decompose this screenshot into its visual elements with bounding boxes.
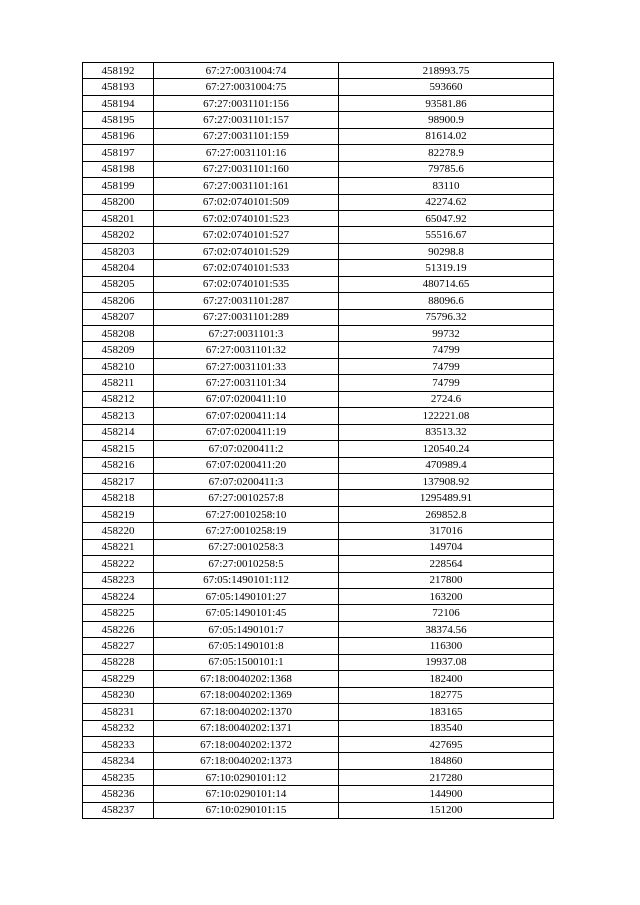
cadastral-number-cell: 67:27:0031101:3 bbox=[154, 326, 339, 342]
table-row bbox=[83, 112, 554, 128]
cadastral-number-cell: 67:05:1490101:27 bbox=[154, 589, 339, 605]
row-number-cell: 458210 bbox=[83, 358, 154, 374]
cadastral-number-cell: 67:27:0031101:161 bbox=[154, 178, 339, 194]
cadastral-number-cell: 67:18:0040202:1370 bbox=[154, 704, 339, 720]
row-number-cell: 458208 bbox=[83, 326, 154, 342]
cadastral-number-cell: 67:18:0040202:1368 bbox=[154, 671, 339, 687]
value-cell: 72106 bbox=[339, 605, 554, 621]
cadastral-number-cell: 67:27:0031101:32 bbox=[154, 342, 339, 358]
value-cell: 144900 bbox=[339, 786, 554, 802]
cadastral-number-cell: 67:05:1490101:112 bbox=[154, 572, 339, 588]
row-number-cell: 458216 bbox=[83, 457, 154, 473]
cadastral-number-cell: 67:07:0200411:10 bbox=[154, 391, 339, 407]
table-row bbox=[83, 128, 554, 144]
row-number-cell: 458221 bbox=[83, 539, 154, 555]
table-row bbox=[83, 539, 554, 555]
table-row bbox=[83, 572, 554, 588]
row-number-cell: 458222 bbox=[83, 556, 154, 572]
row-number-cell: 458234 bbox=[83, 753, 154, 769]
cadastral-number-cell: 67:10:0290101:14 bbox=[154, 786, 339, 802]
cadastral-number-cell: 67:05:1490101:7 bbox=[154, 621, 339, 637]
cadastral-number-cell: 67:27:0031004:74 bbox=[154, 63, 339, 79]
value-cell: 79785.6 bbox=[339, 161, 554, 177]
value-cell: 98900.9 bbox=[339, 112, 554, 128]
row-number-cell: 458223 bbox=[83, 572, 154, 588]
cadastral-number-cell: 67:27:0010258:10 bbox=[154, 506, 339, 522]
row-number-cell: 458224 bbox=[83, 589, 154, 605]
value-cell: 184860 bbox=[339, 753, 554, 769]
table-row bbox=[83, 79, 554, 95]
row-number-cell: 458194 bbox=[83, 95, 154, 111]
table-row bbox=[83, 671, 554, 687]
cadastral-number-cell: 67:27:0031101:160 bbox=[154, 161, 339, 177]
row-number-cell: 458233 bbox=[83, 736, 154, 752]
cadastral-number-cell: 67:05:1490101:45 bbox=[154, 605, 339, 621]
value-cell: 593660 bbox=[339, 79, 554, 95]
row-number-cell: 458229 bbox=[83, 671, 154, 687]
cadastral-number-cell: 67:05:1490101:8 bbox=[154, 638, 339, 654]
row-number-cell: 458203 bbox=[83, 243, 154, 259]
table-row bbox=[83, 638, 554, 654]
table-row bbox=[83, 457, 554, 473]
row-number-cell: 458195 bbox=[83, 112, 154, 128]
cadastral-number-cell: 67:02:0740101:509 bbox=[154, 194, 339, 210]
value-cell: 269852.8 bbox=[339, 506, 554, 522]
row-number-cell: 458200 bbox=[83, 194, 154, 210]
cadastre-table bbox=[82, 62, 554, 819]
value-cell: 470989.4 bbox=[339, 457, 554, 473]
value-cell: 317016 bbox=[339, 523, 554, 539]
table-row bbox=[83, 326, 554, 342]
value-cell: 427695 bbox=[339, 736, 554, 752]
value-cell: 82278.9 bbox=[339, 145, 554, 161]
cadastral-number-cell: 67:27:0010258:19 bbox=[154, 523, 339, 539]
row-number-cell: 458192 bbox=[83, 63, 154, 79]
value-cell: 1295489.91 bbox=[339, 490, 554, 506]
cadastral-number-cell: 67:27:0031101:159 bbox=[154, 128, 339, 144]
table-row bbox=[83, 342, 554, 358]
value-cell: 99732 bbox=[339, 326, 554, 342]
value-cell: 120540.24 bbox=[339, 441, 554, 457]
table-row bbox=[83, 786, 554, 802]
cadastral-number-cell: 67:02:0740101:527 bbox=[154, 227, 339, 243]
cadastral-number-cell: 67:02:0740101:529 bbox=[154, 243, 339, 259]
row-number-cell: 458196 bbox=[83, 128, 154, 144]
table-row bbox=[83, 523, 554, 539]
cadastral-number-cell: 67:07:0200411:20 bbox=[154, 457, 339, 473]
row-number-cell: 458214 bbox=[83, 424, 154, 440]
table-row bbox=[83, 687, 554, 703]
row-number-cell: 458193 bbox=[83, 79, 154, 95]
cadastral-number-cell: 67:27:0031101:16 bbox=[154, 145, 339, 161]
cadastral-number-cell: 67:27:0031101:34 bbox=[154, 375, 339, 391]
table-row bbox=[83, 441, 554, 457]
value-cell: 183165 bbox=[339, 704, 554, 720]
row-number-cell: 458230 bbox=[83, 687, 154, 703]
table-row bbox=[83, 358, 554, 374]
value-cell: 217280 bbox=[339, 769, 554, 785]
cadastral-number-cell: 67:27:0010258:3 bbox=[154, 539, 339, 555]
table-row bbox=[83, 605, 554, 621]
cadastral-number-cell: 67:27:0010258:5 bbox=[154, 556, 339, 572]
row-number-cell: 458204 bbox=[83, 260, 154, 276]
row-number-cell: 458227 bbox=[83, 638, 154, 654]
value-cell: 65047.92 bbox=[339, 210, 554, 226]
row-number-cell: 458226 bbox=[83, 621, 154, 637]
table-row bbox=[83, 704, 554, 720]
cadastral-number-cell: 67:05:1500101:1 bbox=[154, 654, 339, 670]
cadastral-number-cell: 67:27:0031004:75 bbox=[154, 79, 339, 95]
table-row bbox=[83, 753, 554, 769]
row-number-cell: 458199 bbox=[83, 178, 154, 194]
row-number-cell: 458225 bbox=[83, 605, 154, 621]
value-cell: 137908.92 bbox=[339, 473, 554, 489]
table-row bbox=[83, 161, 554, 177]
value-cell: 228564 bbox=[339, 556, 554, 572]
value-cell: 38374.56 bbox=[339, 621, 554, 637]
cadastral-number-cell: 67:18:0040202:1372 bbox=[154, 736, 339, 752]
row-number-cell: 458218 bbox=[83, 490, 154, 506]
table-row bbox=[83, 63, 554, 79]
row-number-cell: 458198 bbox=[83, 161, 154, 177]
table-row bbox=[83, 243, 554, 259]
value-cell: 74799 bbox=[339, 342, 554, 358]
table-row bbox=[83, 260, 554, 276]
row-number-cell: 458209 bbox=[83, 342, 154, 358]
table-row bbox=[83, 408, 554, 424]
table-row bbox=[83, 194, 554, 210]
row-number-cell: 458236 bbox=[83, 786, 154, 802]
table-row bbox=[83, 424, 554, 440]
row-number-cell: 458213 bbox=[83, 408, 154, 424]
table-row bbox=[83, 391, 554, 407]
table-row bbox=[83, 490, 554, 506]
value-cell: 75796.32 bbox=[339, 309, 554, 325]
table-row bbox=[83, 227, 554, 243]
cadastral-number-cell: 67:27:0031101:287 bbox=[154, 293, 339, 309]
value-cell: 83110 bbox=[339, 178, 554, 194]
cadastral-number-cell: 67:27:0031101:157 bbox=[154, 112, 339, 128]
value-cell: 163200 bbox=[339, 589, 554, 605]
value-cell: 51319.19 bbox=[339, 260, 554, 276]
table-row bbox=[83, 309, 554, 325]
table-row bbox=[83, 621, 554, 637]
value-cell: 81614.02 bbox=[339, 128, 554, 144]
table-row bbox=[83, 556, 554, 572]
row-number-cell: 458207 bbox=[83, 309, 154, 325]
cadastral-number-cell: 67:02:0740101:523 bbox=[154, 210, 339, 226]
table-row bbox=[83, 95, 554, 111]
cadastral-number-cell: 67:07:0200411:14 bbox=[154, 408, 339, 424]
table-row bbox=[83, 769, 554, 785]
cadastral-number-cell: 67:27:0010257:8 bbox=[154, 490, 339, 506]
value-cell: 83513.32 bbox=[339, 424, 554, 440]
row-number-cell: 458219 bbox=[83, 506, 154, 522]
value-cell: 182400 bbox=[339, 671, 554, 687]
table-row bbox=[83, 276, 554, 292]
table-row bbox=[83, 210, 554, 226]
value-cell: 151200 bbox=[339, 802, 554, 818]
table-row bbox=[83, 178, 554, 194]
table-row bbox=[83, 720, 554, 736]
row-number-cell: 458205 bbox=[83, 276, 154, 292]
cadastral-number-cell: 67:10:0290101:15 bbox=[154, 802, 339, 818]
value-cell: 218993.75 bbox=[339, 63, 554, 79]
value-cell: 88096.6 bbox=[339, 293, 554, 309]
table-row bbox=[83, 589, 554, 605]
table-row bbox=[83, 473, 554, 489]
cadastral-number-cell: 67:02:0740101:535 bbox=[154, 276, 339, 292]
row-number-cell: 458212 bbox=[83, 391, 154, 407]
value-cell: 116300 bbox=[339, 638, 554, 654]
value-cell: 217800 bbox=[339, 572, 554, 588]
row-number-cell: 458206 bbox=[83, 293, 154, 309]
value-cell: 93581.86 bbox=[339, 95, 554, 111]
value-cell: 90298.8 bbox=[339, 243, 554, 259]
cadastral-number-cell: 67:27:0031101:289 bbox=[154, 309, 339, 325]
row-number-cell: 458220 bbox=[83, 523, 154, 539]
cadastral-number-cell: 67:18:0040202:1369 bbox=[154, 687, 339, 703]
row-number-cell: 458211 bbox=[83, 375, 154, 391]
table-row bbox=[83, 145, 554, 161]
table-row bbox=[83, 506, 554, 522]
value-cell: 182775 bbox=[339, 687, 554, 703]
row-number-cell: 458228 bbox=[83, 654, 154, 670]
value-cell: 19937.08 bbox=[339, 654, 554, 670]
cadastral-number-cell: 67:07:0200411:19 bbox=[154, 424, 339, 440]
table-row bbox=[83, 654, 554, 670]
value-cell: 480714.65 bbox=[339, 276, 554, 292]
row-number-cell: 458197 bbox=[83, 145, 154, 161]
cadastral-number-cell: 67:27:0031101:33 bbox=[154, 358, 339, 374]
value-cell: 55516.67 bbox=[339, 227, 554, 243]
value-cell: 122221.08 bbox=[339, 408, 554, 424]
row-number-cell: 458217 bbox=[83, 473, 154, 489]
table-body bbox=[83, 63, 554, 819]
cadastral-number-cell: 67:10:0290101:12 bbox=[154, 769, 339, 785]
row-number-cell: 458201 bbox=[83, 210, 154, 226]
cadastral-number-cell: 67:27:0031101:156 bbox=[154, 95, 339, 111]
value-cell: 74799 bbox=[339, 358, 554, 374]
cadastral-number-cell: 67:07:0200411:2 bbox=[154, 441, 339, 457]
row-number-cell: 458215 bbox=[83, 441, 154, 457]
table-row bbox=[83, 375, 554, 391]
row-number-cell: 458231 bbox=[83, 704, 154, 720]
row-number-cell: 458202 bbox=[83, 227, 154, 243]
value-cell: 2724.6 bbox=[339, 391, 554, 407]
row-number-cell: 458235 bbox=[83, 769, 154, 785]
table-row bbox=[83, 736, 554, 752]
cadastral-number-cell: 67:07:0200411:3 bbox=[154, 473, 339, 489]
cadastral-number-cell: 67:02:0740101:533 bbox=[154, 260, 339, 276]
value-cell: 183540 bbox=[339, 720, 554, 736]
value-cell: 149704 bbox=[339, 539, 554, 555]
value-cell: 74799 bbox=[339, 375, 554, 391]
value-cell: 42274.62 bbox=[339, 194, 554, 210]
row-number-cell: 458237 bbox=[83, 802, 154, 818]
row-number-cell: 458232 bbox=[83, 720, 154, 736]
cadastral-number-cell: 67:18:0040202:1373 bbox=[154, 753, 339, 769]
cadastral-number-cell: 67:18:0040202:1371 bbox=[154, 720, 339, 736]
table-row bbox=[83, 293, 554, 309]
table-row bbox=[83, 802, 554, 818]
